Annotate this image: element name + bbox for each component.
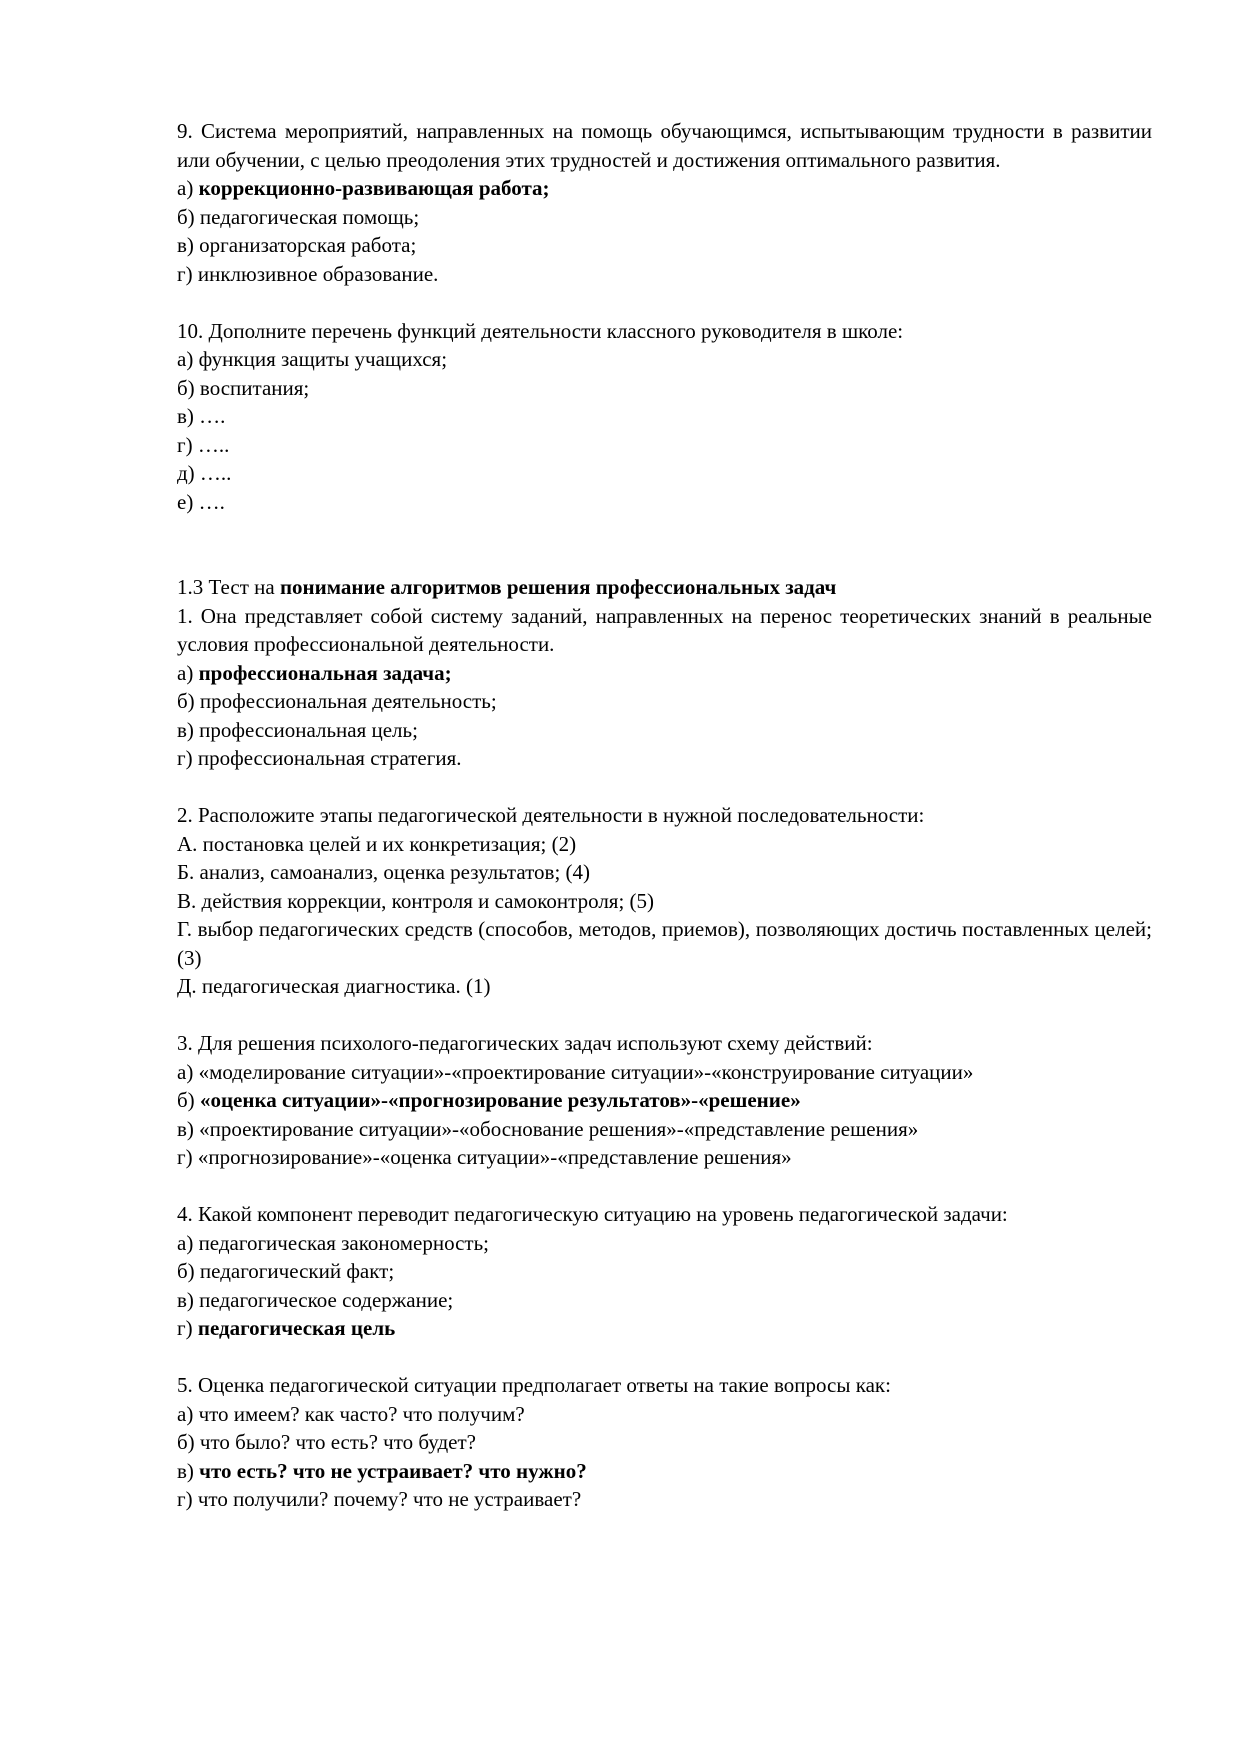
- s1-option-a: [177, 659, 1152, 688]
- s4-option-c: в) педагогическое содержание;: [177, 1287, 454, 1312]
- q10-option-c: в) ….: [177, 404, 226, 428]
- s5-option-b: б) что было? что есть? что будет?: [177, 1430, 476, 1454]
- s1-option-c: в) профессиональная цель;: [177, 717, 418, 742]
- s4-question: 4. Какой компонент переводит педагогическую ситуацию на уровень педагогической задачи:: [177, 1202, 1008, 1226]
- s4-option-a: а) педагогическая закономерность;: [177, 1230, 490, 1255]
- s2-question: 2. Расположите этапы педагогической деятельности в нужной последовательности:: [177, 803, 925, 827]
- s2-step-a: А. постановка целей и их конкретизация; (2): [177, 831, 577, 856]
- q9-option-d: г) инклюзивное образование.: [177, 261, 439, 286]
- s3-option-b-answer: «оценка ситуации»-«прогнозирование результатов»-«решение»: [199, 1088, 801, 1112]
- q9-option-a: [177, 174, 1152, 203]
- s1-question: 1. Она представляет собой систему заданий, направленных на перенос теоретических знаний в реальные условия профессиональной деятельности.: [177, 603, 1152, 656]
- s1-option-a-answer: профессиональная задача;: [198, 660, 452, 685]
- document-page: [177, 117, 1152, 1514]
- s4-option-d-prefix: г): [177, 1316, 198, 1340]
- q10-option-a: а) функция защиты учащихся;: [177, 347, 448, 371]
- s4-option-b: б) педагогический факт;: [177, 1259, 395, 1283]
- s5-question: 5. Оценка педагогической ситуации предполагает ответы на такие вопросы как:: [177, 1373, 891, 1397]
- s1-option-b: б) профессиональная деятельность;: [177, 689, 497, 713]
- q9-question: 9. Система мероприятий, направленных на помощь обучающимся, испытывающим трудности в развитии или обучении, с целью преодоления этих трудностей и достижения оптимального развития.: [177, 119, 1152, 172]
- q10-option-b: б) воспитания;: [177, 375, 310, 400]
- q10-question: 10. Дополните перечень функций деятельности классного руководителя в школе:: [177, 318, 904, 343]
- s2-step-e: Д. педагогическая диагностика. (1): [177, 974, 491, 998]
- s5-option-d: г) что получили? почему? что не устраивает?: [177, 1487, 582, 1511]
- q10-option-d: г) …..: [177, 432, 230, 457]
- s1-option-a-prefix: а): [177, 660, 199, 685]
- s3-option-a: а) «моделирование ситуации»-«проектирование ситуации»-«конструирование ситуации»: [177, 1059, 974, 1084]
- s5-option-c-answer: что есть? что не устраивает? что нужно?: [199, 1458, 587, 1483]
- s4-option-d-answer: педагогическая цель: [197, 1316, 396, 1340]
- q10-option-f: е) ….: [177, 489, 225, 514]
- q10-option-e: д) …..: [177, 461, 232, 485]
- s4-option-d: [177, 1314, 1152, 1343]
- s2-step-d: Г. выбор педагогических средств (способов, методов, приемов), позволяющих достичь поставленных целей; (3): [177, 917, 1152, 970]
- s3-question: 3. Для решения психолого-педагогических задач используют схему действий:: [177, 1031, 873, 1055]
- q9-option-b: б) педагогическая помощь;: [177, 204, 420, 229]
- section-heading-title: понимание алгоритмов решения профессиональных задач: [279, 575, 837, 599]
- s1-option-d: г) профессиональная стратегия.: [177, 746, 462, 770]
- s2-step-b: Б. анализ, самоанализ, оценка результатов; (4): [177, 860, 591, 884]
- s5-option-c: [177, 1457, 1152, 1486]
- q9-option-c: в) организаторская работа;: [177, 233, 417, 257]
- q9-option-a-answer: коррекционно-развивающая работа;: [198, 176, 550, 200]
- s3-option-b: [177, 1086, 1152, 1115]
- section-heading-prefix: 1.3 Тест на: [177, 575, 280, 599]
- s2-step-c: В. действия коррекции, контроля и самоконтроля; (5): [177, 888, 655, 913]
- q9-option-a-prefix: а): [177, 176, 199, 200]
- s5-option-c-prefix: в): [177, 1458, 200, 1483]
- s5-option-a: а) что имеем? как часто? что получим?: [177, 1401, 525, 1426]
- s3-option-b-prefix: б): [177, 1088, 200, 1112]
- s3-option-d: г) «прогнозирование»-«оценка ситуации»-«представление решения»: [177, 1145, 792, 1169]
- section-heading: [177, 573, 1152, 602]
- s3-option-c: в) «проектирование ситуации»-«обоснование решения»-«представление решения»: [177, 1116, 919, 1141]
